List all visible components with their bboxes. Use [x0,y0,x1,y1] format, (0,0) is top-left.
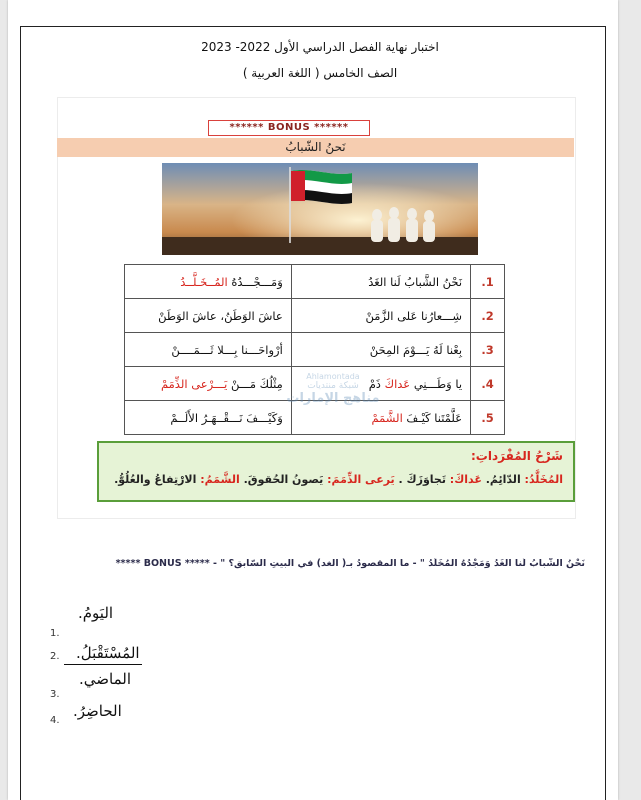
exam-title: اختبار نهاية الفصل الدراسي الأول 2022- 2023 [201,40,439,54]
vocab-term: عَداكَ: [449,473,482,486]
verse-second-half: وَكَيْـــفَ نَـــقْــهَـرُ الأَلَــمْ [125,401,292,435]
grade-subject: الصف الخامس ( اللغة العربية ) [242,66,398,80]
verse-first-half: نَحْنُ الشَّبابُ لَنا الغَدُ [291,265,470,299]
verse-second-half [125,265,292,299]
option-4-number: 4. [50,715,60,726]
option-2-number: 2. [50,651,60,662]
vocabulary-box [97,441,575,502]
vocab-definition: الدّائِمُ. [481,473,525,486]
vocab-definition: تَجاوَزَكَ . [394,473,450,486]
verse-text: مِثْلُكَ مَـــنْ [227,376,283,391]
highlighted-word: عَداكَ [384,376,411,391]
verse-number: 4. [471,367,505,401]
poem-title: نَحنُ الشّبابُ [57,138,574,157]
vocabulary-definitions [114,473,563,486]
verse-text: وَمَـــجْـــدُهُ [227,274,283,289]
verse-first-half: شِـــعارُنا عَلى الزَّمَنْ [291,299,470,333]
bonus-question: نَحْنُ الشَّبابُ لَنا الغَدُ وَمَجْدُهُ المُخَلَّدُ " - ما المقصودُ بـ( الغد) في البيتِ السّابقِ؟ " - ***** BONUS ***** [115,558,585,569]
verse-row-2 [125,299,505,333]
highlighted-word: يَـــرْعى الذِّمَمْ [160,376,228,391]
option-1-text[interactable]: اليَومُ. [78,604,114,622]
verse-row-3 [125,333,505,367]
verse-second-half: عاشَ الوَطَنُ، عاشَ الوَطَنْ [125,299,292,333]
verse-text: يا وَطَـــنِي [410,376,463,391]
verse-first-half: بِعْنا لَهُ يَـــوْمَ المِحَنْ [291,333,470,367]
verse-text: ذَمْ [368,376,385,391]
vocab-definition: الارْتِفاعُ والعُلُوُّ. [114,473,201,486]
option-3-text[interactable]: الماضي. [79,670,131,688]
vocab-definition: يَصونُ الحُقوقَ. [239,473,328,486]
option-1-number: 1. [50,628,60,639]
watermark-line: Ahlamontada [306,372,360,381]
selected-answer-underline [64,664,142,665]
highlighted-word: الشَّمَمْ [371,410,403,425]
vocabulary-title: شَرْحُ المُفْرَداتِ: [471,449,563,463]
watermark [258,372,408,424]
vocab-term: يَرعى الذِّمَمَ: [327,473,395,486]
bonus-banner: ****** BONUS ****** [208,120,370,136]
highlighted-word: المُــخَـلَّــدُ [180,274,228,289]
option-4-text[interactable]: الحاضِرُ. [73,702,122,720]
option-3-number: 3. [50,689,60,700]
option-2-text[interactable]: المُسْتَقْبَلُ. [76,644,140,662]
verse-second-half: أرْواحَـــنا بِـــلا ثَـــمَــــنْ [125,333,292,367]
vocab-term: الشَّمَمُ: [200,473,240,486]
verse-number: 2. [471,299,505,333]
poem-illustration [162,163,478,255]
verse-number: 5. [471,401,505,435]
flag-youth-image [162,163,478,255]
verse-number: 3. [471,333,505,367]
vocab-term: المُخَلَّدُ: [524,473,563,486]
verse-text: عَلَّمْتَنا كَيْـفَ [402,410,463,425]
watermark-line: شبكة منتديات [307,381,359,391]
watermark-line: مناهج الإمارات [286,391,380,406]
verse-number: 1. [471,265,505,299]
verse-row-1 [125,265,505,299]
